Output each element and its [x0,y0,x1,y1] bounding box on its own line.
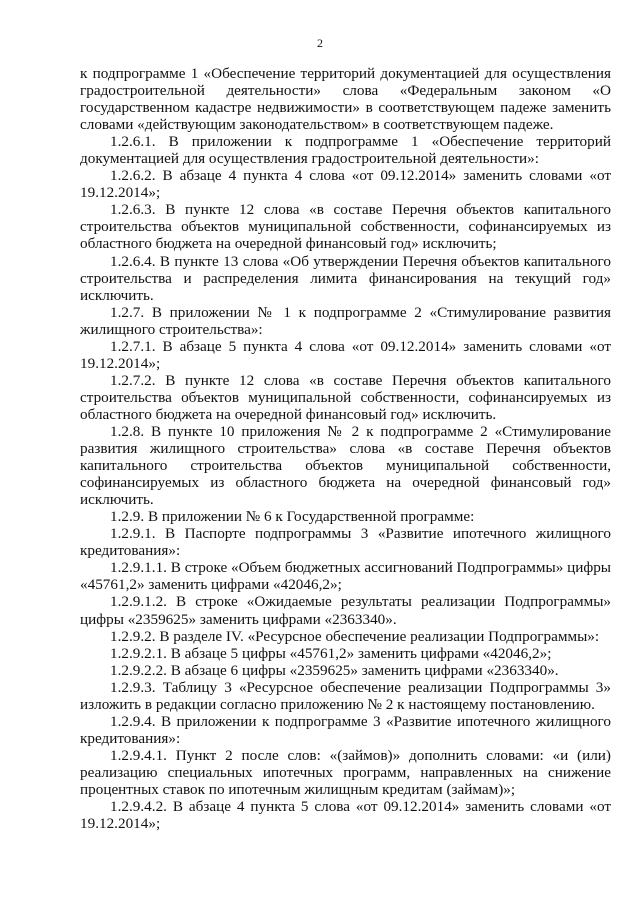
paragraph-1-2-9-4: 1.2.9.4. В приложении к подпрограмме 3 «Развитие ипотечного жилищного кредитования»: [80,712,611,747]
paragraph-1-2-9-4-2: 1.2.9.4.2. В абзаце 4 пункта 5 слова «от 09.12.2014» заменить словами «от 19.12.2014»; [80,798,611,833]
paragraph-1-2-9-2-2: 1.2.9.2.2. В абзаце 6 цифры «2359625» заменить цифрами «2363340». [110,661,559,679]
paragraph-1-2-7-2: 1.2.7.2. В пункте 12 слова «в составе Перечня объектов капитального строительства объектов муниципальной собственности, софинансируемых из областного бюджета на очередной финансовый год» исключить. [80,371,611,423]
paragraph-1-2-9-4-1: 1.2.9.4.1. Пункт 2 после слов: «(займов)» дополнить словами: «и (или) реализацию специальных ипотечных программ, направленных на снижение процентных ставок по ипотечным жилищным кредитам (займам)»; [80,746,611,798]
paragraph-1-2-6-4: 1.2.6.4. В пункте 13 слова «Об утверждении Перечня объектов капитального строительства и распределения лимита финансирования на текущий год» исключить. [80,252,611,304]
document-body [80,65,611,832]
paragraph-1-2-9-1-2: 1.2.9.1.2. В строке «Ожидаемые результаты реализации Подпрограммы» цифры «2359625» заменить цифрами «2363340». [80,593,611,628]
paragraph-1-2-6-1: 1.2.6.1. В приложении к подпрограмме 1 «Обеспечение территорий документацией для осуществления градостроительной деятельности»: [80,133,611,168]
paragraph-1-2-6-3: 1.2.6.3. В пункте 12 слова «в составе Перечня объектов капитального строительства объектов муниципальной собственности, софинансируемых из областного бюджета на очередной финансовый год» исключить; [80,201,611,253]
paragraph-1-2-8: 1.2.8. В пункте 10 приложения № 2 к подпрограмме 2 «Стимулирование развития жилищного строительства» слова «в составе Перечня объектов капитального строительства объектов муниципальной собственности, софинансируемых из областного бюджета на очередной финансовый год» исключить. [80,422,611,509]
page-number: 2 [317,36,323,50]
paragraph-1-2-7: 1.2.7. В приложении № 1 к подпрограмме 2 «Стимулирование развития жилищного строительства»: [80,303,611,338]
paragraph-1-2-6-2: 1.2.6.2. В абзаце 4 пункта 4 слова «от 09.12.2014» заменить словами «от 19.12.2014»; [80,167,611,202]
paragraph-1-2-9-3: 1.2.9.3. Таблицу 3 «Ресурсное обеспечение реализации Подпрограммы 3» изложить в редакции согласно приложению № 2 к настоящему постановлению. [80,678,611,713]
paragraph-continuation: к подпрограмме 1 «Обеспечение территорий документацией для осуществления градостроительной деятельности» слова «Федеральным законом «О государственном кадастре недвижимости» в соответствующем падеже заменить словами «действующим законодательством» в соответствующем падеже. [80,65,611,134]
paragraph-1-2-9-1-1: 1.2.9.1.1. В строке «Объем бюджетных ассигнований Подпрограммы» цифры «45761,2» заменить цифрами «42046,2»; [80,559,611,594]
paragraph-1-2-9-2: 1.2.9.2. В разделе IV. «Ресурсное обеспечение реализации Подпрограммы»: [110,627,600,645]
paragraph-1-2-7-1: 1.2.7.1. В абзаце 5 пункта 4 слова «от 09.12.2014» заменить словами «от 19.12.2014»; [80,337,611,372]
paragraph-1-2-9-1: 1.2.9.1. В Паспорте подпрограммы 3 «Развитие ипотечного жилищного кредитования»: [80,525,611,560]
paragraph-1-2-9: 1.2.9. В приложении № 6 к Государственной программе: [110,508,475,526]
paragraph-1-2-9-2-1: 1.2.9.2.1. В абзаце 5 цифры «45761,2» заменить цифрами «42046,2»; [110,644,552,662]
